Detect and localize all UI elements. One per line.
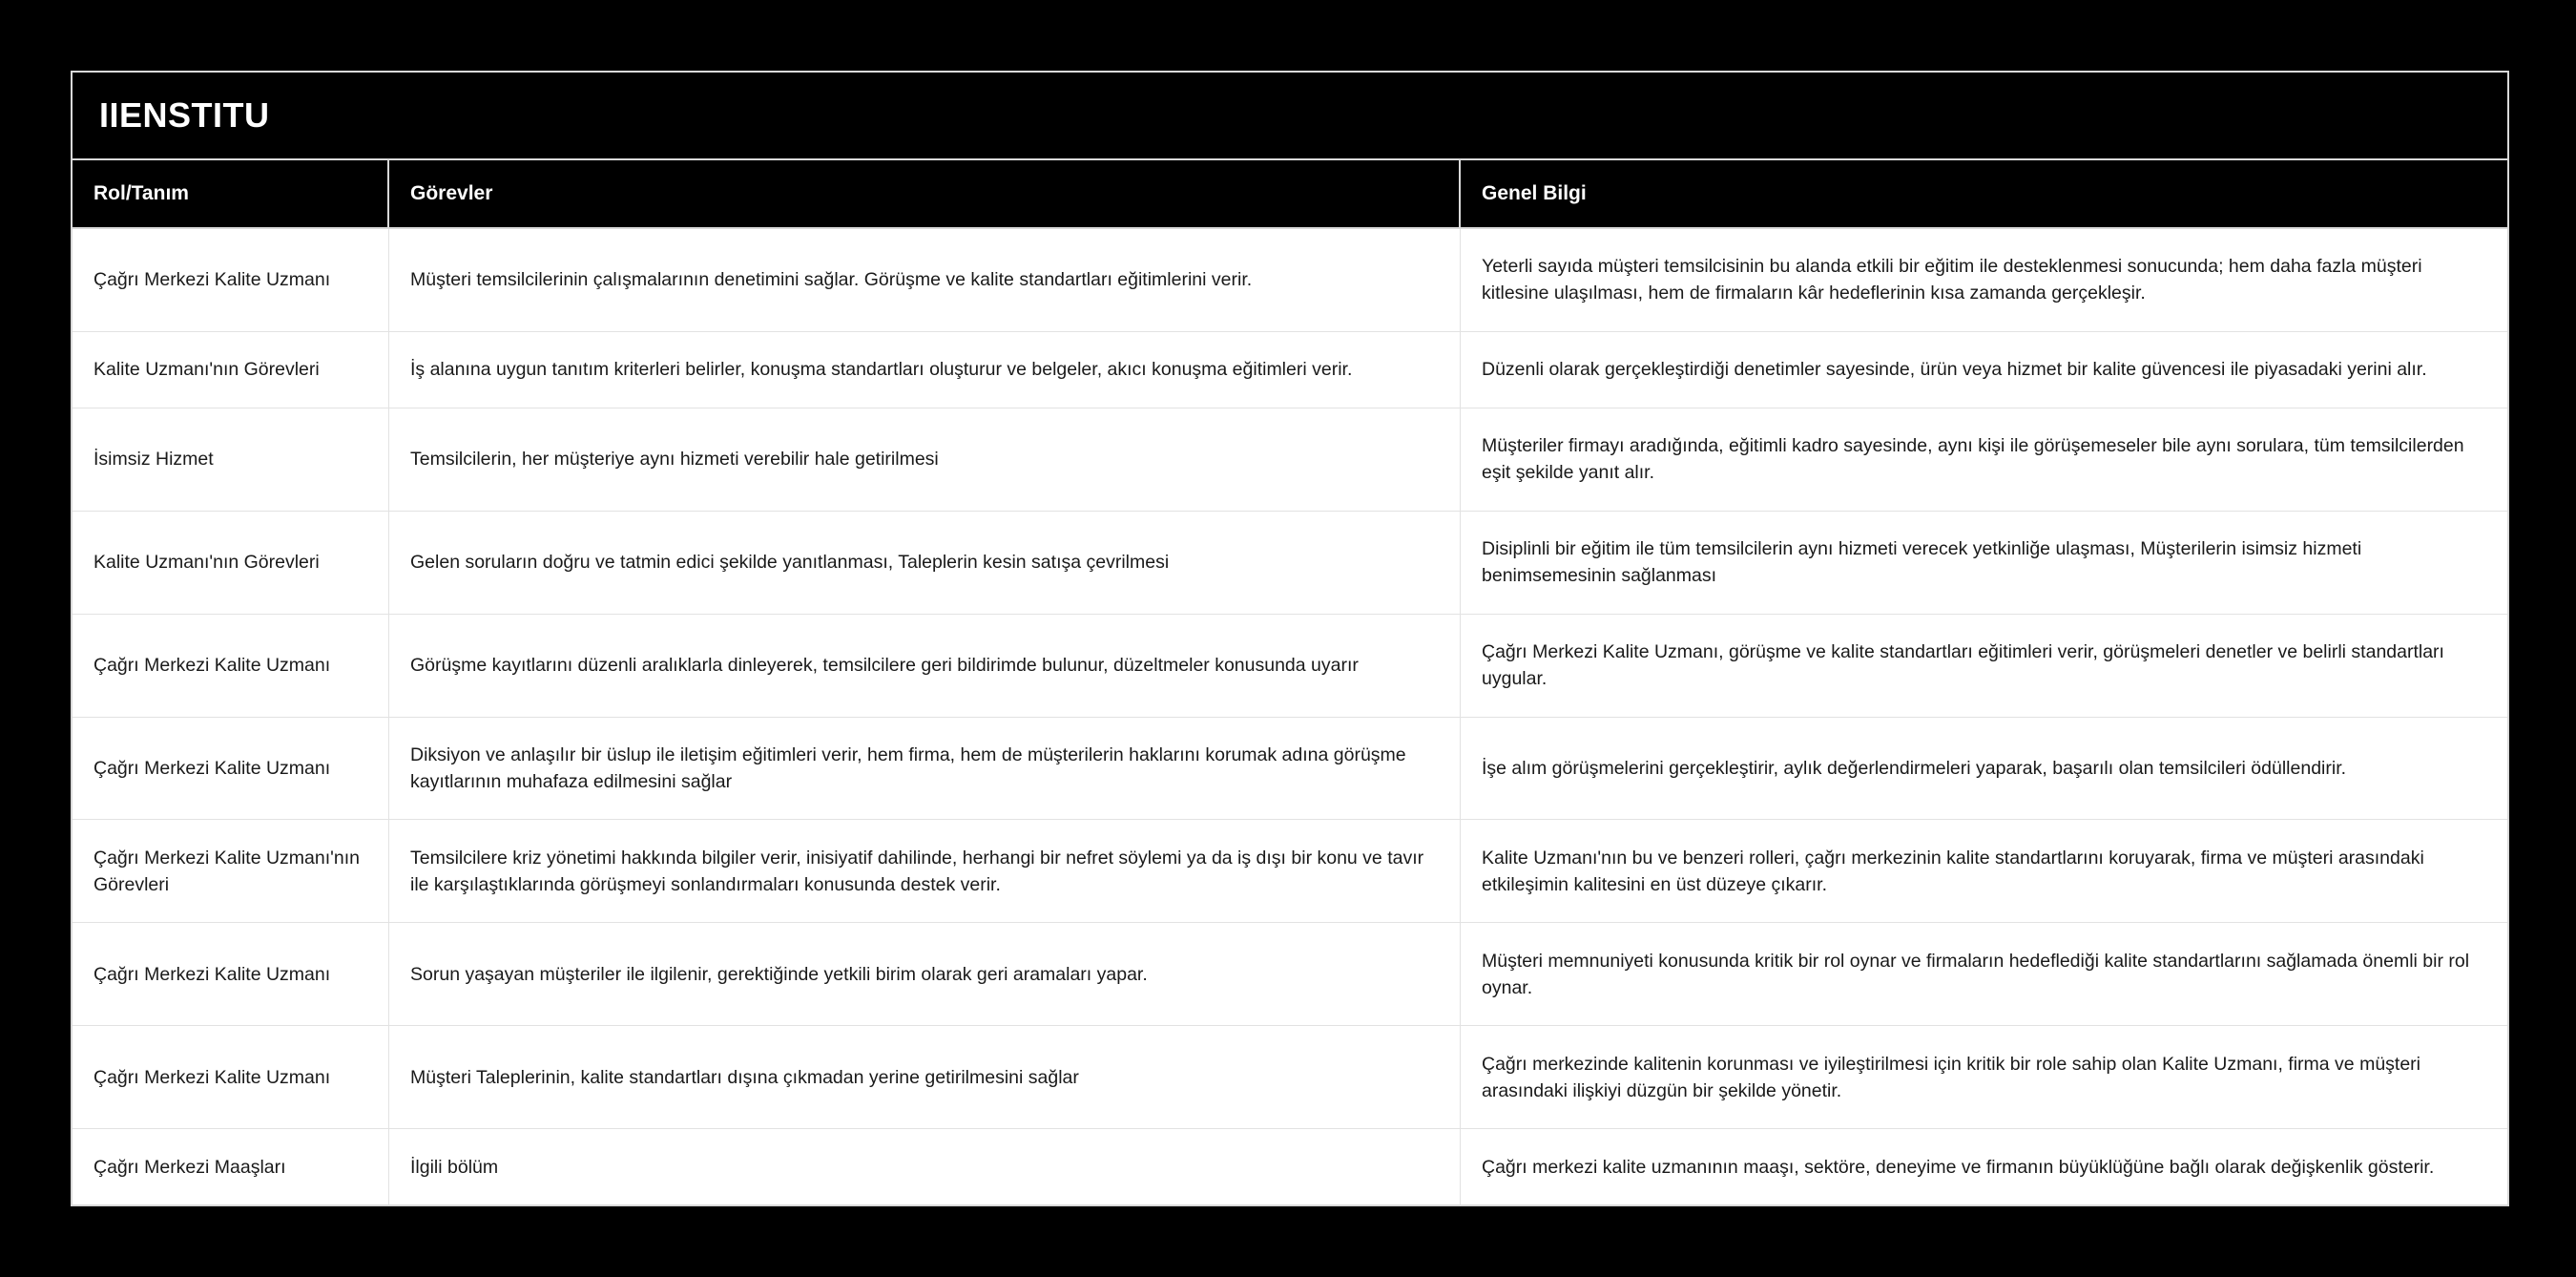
cell-role-text: Kalite Uzmanı'nın Görevleri	[93, 551, 320, 573]
brand-band	[73, 73, 2507, 160]
cell-info-text: Disiplinli bir eğitim ile tüm temsilcilerin aynı hizmeti verecek yetkinliğe ulaşması, Müşterilerin isimsiz hizmeti benimsemesinin sağlanması	[1482, 537, 2362, 587]
cell-tasks-text: Müşteri temsilcilerinin çalışmalarının denetimini sağlar. Görüşme ve kalite standartları eğitimlerini verir.	[410, 269, 1253, 291]
cell-role	[73, 408, 389, 511]
cell-info	[1461, 408, 2507, 511]
table-body	[73, 229, 2507, 1204]
cell-info	[1461, 229, 2507, 331]
cell-role-text: Çağrı Merkezi Kalite Uzmanı	[93, 757, 331, 779]
cell-role	[73, 718, 389, 820]
column-header-general-info: Genel Bilgi	[1482, 182, 1587, 204]
table-row	[73, 229, 2507, 332]
table-row	[73, 1129, 2507, 1204]
cell-tasks	[389, 718, 1461, 820]
cell-tasks-text: Gelen soruların doğru ve tatmin edici şekilde yanıtlanması, Taleplerin kesin satışa çevrilmesi	[410, 551, 1170, 573]
cell-tasks	[389, 923, 1461, 1025]
cell-role-text: İsimsiz Hizmet	[93, 448, 214, 470]
cell-tasks	[389, 408, 1461, 511]
cell-tasks	[389, 1026, 1461, 1128]
column-header-role: Rol/Tanım	[73, 160, 389, 227]
cell-info-text: Kalite Uzmanı'nın bu ve benzeri rolleri, çağrı merkezinin kalite standartlarını koruyarak, firma ve müşteri arasındaki etkileşimin kalitesini en üst düzeye çıkarır.	[1482, 847, 2424, 895]
table-row	[73, 923, 2507, 1026]
cell-role	[73, 615, 389, 717]
table-row	[73, 332, 2507, 408]
cell-info-text: Müşteriler firmayı aradığında, eğitimli kadro sayesinde, aynı kişi ile görüşemeseler bile aynı sorulara, tüm temsilcilerden eşit şekilde yanıt alır.	[1482, 434, 2464, 484]
cell-info-text: İşe alım görüşmelerini gerçekleştirir, aylık değerlendirmeleri yaparak, başarılı olan temsilcileri ödüllendirir.	[1482, 757, 2347, 779]
cell-role-text: Çağrı Merkezi Kalite Uzmanı	[93, 654, 331, 676]
cell-tasks-text: Temsilcilerin, her müşteriye aynı hizmeti verebilir hale getirilmesi	[410, 448, 939, 470]
cell-tasks	[389, 512, 1461, 614]
cell-tasks-text: Müşteri Taleplerinin, kalite standartları dışına çıkmadan yerine getirilmesini sağlar	[410, 1066, 1079, 1088]
cell-tasks	[389, 820, 1461, 922]
cell-role-text: Çağrı Merkezi Kalite Uzmanı	[93, 1066, 331, 1088]
column-header-tasks: Görevler	[389, 160, 1461, 227]
cell-info	[1461, 718, 2507, 820]
cell-role-text: Çağrı Merkezi Kalite Uzmanı	[93, 963, 331, 985]
cell-info	[1461, 1026, 2507, 1128]
table-header-row	[73, 160, 2507, 229]
cell-role	[73, 820, 389, 922]
cell-role-text: Çağrı Merkezi Kalite Uzmanı	[93, 269, 331, 291]
cell-tasks	[389, 332, 1461, 408]
cell-role	[73, 332, 389, 408]
cell-info	[1461, 615, 2507, 717]
table-row	[73, 1026, 2507, 1129]
cell-tasks-text: İş alanına uygun tanıtım kriterleri belirler, konuşma standartları oluşturur ve belgeler, akıcı konuşma eğitimleri verir.	[410, 359, 1353, 381]
cell-tasks	[389, 1129, 1461, 1204]
roles-table	[71, 71, 2509, 1206]
cell-info	[1461, 332, 2507, 408]
cell-info-text: Müşteri memnuniyeti konusunda kritik bir rol oynar ve firmaların hedeflediği kalite standartlarını sağlamada önemli bir rol oynar.	[1482, 950, 2470, 998]
cell-role	[73, 512, 389, 614]
cell-role	[73, 1129, 389, 1204]
cell-role-text: Çağrı Merkezi Maaşları	[93, 1156, 286, 1178]
table-row	[73, 718, 2507, 821]
cell-info	[1461, 923, 2507, 1025]
cell-role	[73, 923, 389, 1025]
cell-tasks-text: Görüşme kayıtlarını düzenli aralıklarla dinleyerek, temsilcilere geri bildirimde bulunur, düzeltmeler konusunda uyarır	[410, 654, 1359, 676]
cell-info	[1461, 1129, 2507, 1204]
cell-info-text: Yeterli sayıda müşteri temsilcisinin bu alanda etkili bir eğitim ile desteklenmesi sonucunda; hem daha fazla müşteri kitlesine ulaşılması, hem de firmaların kâr hedeflerinin kısa zamanda gerçekleşir.	[1482, 256, 2422, 304]
table-row	[73, 820, 2507, 923]
cell-role	[73, 1026, 389, 1128]
cell-info	[1461, 512, 2507, 614]
cell-tasks-text: Temsilcilere kriz yönetimi hakkında bilgiler verir, inisiyatif dahilinde, herhangi bir nefret söylemi ya da iş dışı bir konu ve tavır ile karşılaştıklarında görüşmeyi sonlandırmaları konusunda destek verir.	[410, 847, 1424, 895]
cell-info-text: Çağrı merkezi kalite uzmanının maaşı, sektöre, deneyime ve firmanın büyüklüğüne bağlı olarak değişkenlik gösterir.	[1482, 1156, 2435, 1178]
cell-role	[73, 229, 389, 331]
cell-tasks	[389, 615, 1461, 717]
cell-info-text: Düzenli olarak gerçekleştirdiği denetimler sayesinde, ürün veya hizmet bir kalite güvencesi ile piyasadaki yerini alır.	[1482, 359, 2427, 381]
cell-tasks-text: Diksiyon ve anlaşılır bir üslup ile iletişim eğitimleri verir, hem firma, hem de müşterilerin haklarını korumak adına görüşme kayıtlarının muhafaza edilmesini sağlar	[410, 743, 1406, 792]
table-row	[73, 512, 2507, 615]
cell-info-text: Çağrı merkezinde kalitenin korunması ve iyileştirilmesi için kritik bir role sahip olan Kalite Uzmanı, firma ve müşteri arasındaki ilişkiyi düzgün bir şekilde yönetir.	[1482, 1053, 2420, 1101]
brand-title: IIENSTITU	[99, 95, 270, 135]
table-row	[73, 615, 2507, 718]
table-row	[73, 408, 2507, 512]
cell-tasks	[389, 229, 1461, 331]
cell-info-text: Çağrı Merkezi Kalite Uzmanı, görüşme ve kalite standartları eğitimleri verir, görüşmeleri denetler ve belirli standartları uygular.	[1482, 640, 2444, 690]
cell-tasks-text: Sorun yaşayan müşteriler ile ilgilenir, gerektiğinde yetkili birim olarak geri aramaları yapar.	[410, 963, 1148, 985]
cell-role-text: Çağrı Merkezi Kalite Uzmanı'nın Görevleri	[93, 847, 360, 895]
cell-tasks-text: İlgili bölüm	[410, 1156, 499, 1178]
cell-info	[1461, 820, 2507, 922]
cell-role-text: Kalite Uzmanı'nın Görevleri	[93, 359, 320, 381]
